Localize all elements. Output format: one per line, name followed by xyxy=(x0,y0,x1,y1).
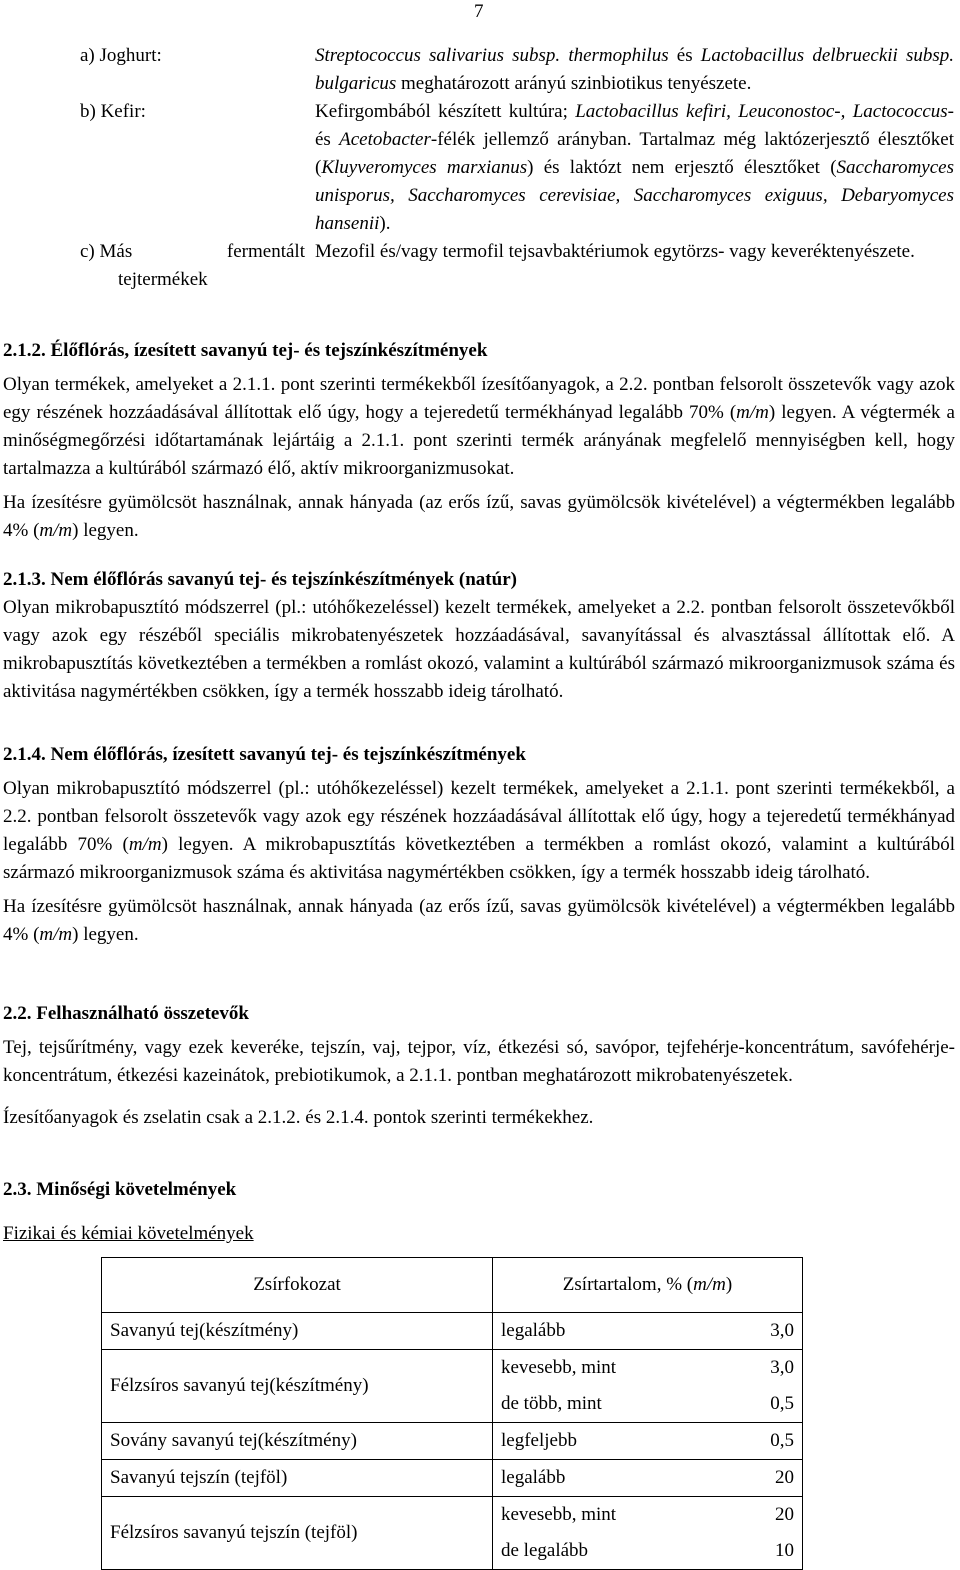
fat-content-table xyxy=(101,1257,803,1570)
fat-limit-label: de legalább xyxy=(501,1540,589,1561)
paragraph: Ha ízesítésre gyümölcsöt használnak, annak hányada (az erős ízű, savas gyümölcsök kivételével) a végtermékben legalább 4% (m/m) legyen. xyxy=(3,896,955,945)
table-cell-grade: Félzsíros savanyú tejszín (tejföl) xyxy=(102,1497,493,1570)
definition-term: a) Joghurt: xyxy=(80,45,162,66)
fat-limit-value: 10 xyxy=(775,1540,794,1561)
fat-limit-label: legalább xyxy=(501,1467,566,1488)
table-row xyxy=(102,1423,803,1460)
paragraph: Olyan termékek, amelyeket a 2.1.1. pont szerinti termékekből ízesítőanyagok, a 2.2. pontban felsorolt összetevők vagy azok egy részének hozzáadásával állítottak elő úgy, hogy a tejeredetű termékhányad legalább 70% (m/m) legyen. A végtermék a minőségmegőrzési időtartamának lejártáig a 2.1.1. pont szerinti termék arányának megfelelő mennyiségben kell, hogy tartalmazza a kultúrából származó élő, aktív mikroorganizmusokat. xyxy=(3,374,955,479)
paragraph: Ha ízesítésre gyümölcsöt használnak, annak hányada (az erős ízű, savas gyümölcsök kivételével) a végtermékben legalább 4% (m/m) legyen. xyxy=(3,492,955,541)
section-heading: 2.1.4. Nem élőflórás, ízesített savanyú tej- és tejszínkészítmények xyxy=(3,744,526,765)
definition-body: Mezofil és/vagy termofil tejsavbaktériumok egytörzs- vagy keveréktenyészete. xyxy=(315,241,915,262)
definition-list xyxy=(80,42,954,294)
definition-body: Streptococcus salivarius subsp. thermophilus és Lactobacillus delbrueckii subsp. bulgaricus meghatározott arányú szinbiotikus tenyészete. xyxy=(315,45,954,94)
definition-term-part: tejtermékek xyxy=(118,269,208,290)
table-header-cell: Zsírfokozat xyxy=(102,1258,493,1313)
table-row xyxy=(102,1497,803,1570)
definition-item xyxy=(80,98,954,238)
definition-term-part: c) Más xyxy=(80,241,133,262)
section-heading: 2.1.3. Nem élőflórás savanyú tej- és tejszínkészítmények (natúr) xyxy=(3,569,517,590)
fat-limit-value: 0,5 xyxy=(770,1430,794,1451)
section-2-1-2 xyxy=(3,337,955,545)
table-header-cell: Zsírtartalom, % (m/m) xyxy=(493,1258,803,1313)
table-cell-fat xyxy=(493,1460,803,1497)
paragraph: Tej, tejsűrítmény, vagy ezek keveréke, tejszín, vaj, tejpor, víz, étkezési só, savópor, tejfehérje-koncentrátum, savófehérje-koncentrátum, étkezési kazeinátok, prebiotikumok, a 2.1.1. pontban meghatározott mikrobatenyészetek. xyxy=(3,1037,955,1086)
section-heading: 2.2. Felhasználható összetevők xyxy=(3,1003,249,1024)
fat-limit-label: de több, mint xyxy=(501,1393,602,1414)
table-row xyxy=(102,1460,803,1497)
paragraph: Olyan mikrobapusztító módszerrel (pl.: utóhőkezeléssel) kezelt termékek, amelyeket a 2.2. pontban felsorolt összetevőkből vagy azok egy részéből speciális mikrobatenyészetek hozzáadásával, savanyítással és alvasztással állítottak elő. A mikrobapusztítás következtében a termékben a romlást okozó, valamint a kultúrából származó mikroorganizmusok száma és aktivitása nagymértékben csökken, így a termék hosszabb ideig tárolható. xyxy=(3,597,955,702)
table-cell-fat xyxy=(493,1497,803,1570)
fat-limit-label: legalább xyxy=(501,1320,566,1341)
fat-limit-label: kevesebb, mint xyxy=(501,1357,617,1378)
table-row xyxy=(102,1313,803,1350)
definition-term-part: fermentált xyxy=(226,241,305,262)
fat-limit-value: 20 xyxy=(775,1504,794,1525)
paragraph: Ízesítőanyagok és zselatin csak a 2.1.2. és 2.1.4. pontok szerinti termékekhez. xyxy=(3,1107,594,1128)
paragraph: Olyan mikrobapusztító módszerrel (pl.: utóhőkezeléssel) kezelt termékek, amelyeket a 2.1.1. pont szerinti termékekből, a 2.2. pontban felsorolt összetevők vagy azok egy részének hozzáadásával állítottak elő úgy, hogy a tejeredetű termékhányad legalább 70% (m/m) legyen. A mikrobapusztítás következtében a termékben a romlást okozó, valamint a kultúrából származó mikroorganizmusok száma és aktivitása nagymértékben csökken, így a termék hosszabb ideig tárolható. xyxy=(3,778,955,883)
table-cell-grade: Sovány savanyú tej(készítmény) xyxy=(102,1423,493,1460)
table-cell-grade: Savanyú tejszín (tejföl) xyxy=(102,1460,493,1497)
page-number: 7 xyxy=(474,1,484,22)
definition-body: Kefirgombából készített kultúra; Lactobacillus kefiri, Leuconostoc-, Lactococcus- és Acetobacter-félék jellemző arányban. Tartalmaz még laktózerjesztő élesztőket (Kluyveromyces marxianus) és laktózt nem erjesztő élesztőket (Saccharomyces unisporus, Saccharomyces cerevisiae, Saccharomyces exiguus, Debaryomyces hansenii). xyxy=(315,101,955,234)
fat-limit-value: 20 xyxy=(775,1467,794,1488)
fat-limit-value: 3,0 xyxy=(770,1357,794,1378)
definition-term xyxy=(80,238,315,294)
table-cell-grade: Félzsíros savanyú tej(készítmény) xyxy=(102,1350,493,1423)
section-2-2 xyxy=(3,1000,955,1132)
table-header-row xyxy=(102,1258,803,1313)
table-cell-grade: Savanyú tej(készítmény) xyxy=(102,1313,493,1350)
definition-item xyxy=(80,42,954,98)
definition-item xyxy=(80,238,954,294)
section-heading: 2.3. Minőségi követelmények xyxy=(3,1179,237,1200)
table-cell-fat xyxy=(493,1423,803,1460)
section-heading: 2.1.2. Élőflórás, ízesített savanyú tej- és tejszínkészítmények xyxy=(3,340,488,361)
section-2-3 xyxy=(3,1176,955,1248)
section-2-1-3 xyxy=(3,566,955,706)
subheading: Fizikai és kémiai követelmények xyxy=(3,1223,254,1244)
fat-limit-value: 3,0 xyxy=(770,1320,794,1341)
fat-limit-value: 0,5 xyxy=(770,1393,794,1414)
table-row xyxy=(102,1350,803,1423)
fat-limit-label: legfeljebb xyxy=(501,1430,577,1451)
fat-limit-label: kevesebb, mint xyxy=(501,1504,617,1525)
definition-term: b) Kefir: xyxy=(80,101,146,122)
section-2-1-4 xyxy=(3,741,955,949)
table-cell-fat xyxy=(493,1313,803,1350)
table-cell-fat xyxy=(493,1350,803,1423)
